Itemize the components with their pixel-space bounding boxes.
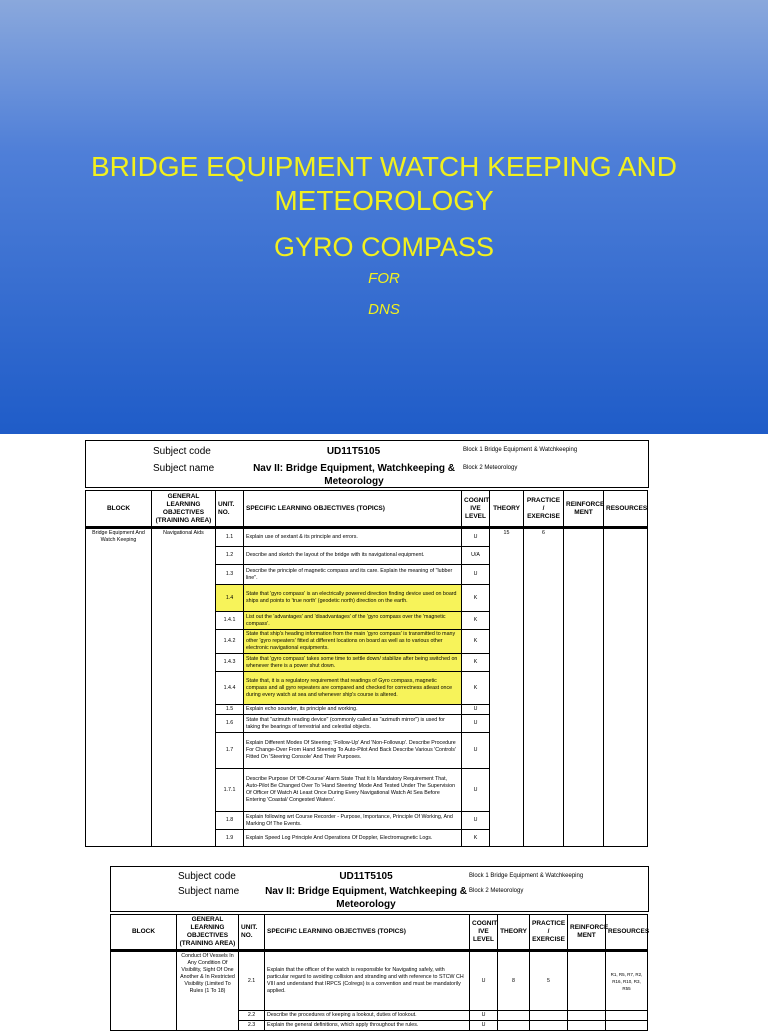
- topic-cell: Explain that the officer of the watch is responsible for Navigating safely, with particular regard to avoiding collision and stranding and with reference to STCW CH VIII and understand that IRPCS (Colregs) is a convention and must be mandatorily applied.: [265, 951, 470, 1011]
- table-row: [111, 951, 648, 1011]
- topic-cell: Explain following wrt Course Recorder - Purpose, Importance, Principle Of Working, And Marking Of The Events.: [244, 812, 462, 830]
- unit-cell: 2.3: [239, 1021, 265, 1031]
- unit-cell: 1.5: [216, 705, 244, 715]
- syllabus-table: [85, 490, 648, 847]
- unit-cell: 1.4.4: [216, 672, 244, 705]
- reinforcement-cell: [568, 951, 606, 1011]
- header-cell: GENERAL LEARNING OBJECTIVES (TRAINING AREA): [177, 915, 239, 951]
- topic-cell: Describe and sketch the layout of the bridge with its navigational equipment.: [244, 547, 462, 565]
- subject-name-label: Subject name: [178, 886, 240, 897]
- area-cell: Navigational Aids: [152, 528, 216, 847]
- table-header-row: [111, 915, 648, 951]
- area-cell: Conduct Of Vessels In Any Condition Of Visibility, Sight Of One Another & In Restricted Visibility (Limited To Rules (1 To 18): [177, 951, 239, 1031]
- header-cell: SPECIFIC LEARNING OBJECTIVES (TOPICS): [244, 491, 462, 528]
- theory-cell: 15: [490, 528, 524, 847]
- level-cell: U: [470, 951, 498, 1011]
- subject-code: UD11T5105: [326, 446, 381, 457]
- level-cell: U: [462, 733, 490, 769]
- level-cell: U: [470, 1011, 498, 1021]
- header-cell: COGNIT IVE LEVEL: [470, 915, 498, 951]
- resources-cell: [604, 528, 648, 847]
- level-cell: K: [462, 654, 490, 672]
- unit-cell: 1.2: [216, 547, 244, 565]
- header-cell: UNIT. NO.: [216, 491, 244, 528]
- header-cell: PRACTICE / EXERCISE: [524, 491, 564, 528]
- unit-cell: 1.8: [216, 812, 244, 830]
- resources-cell: R1, R5, R7, R2, R16, R10, R3, R55: [606, 951, 648, 1011]
- topic-cell: State that "azimuth reading device" (commonly called as "azimuth mirror") is used for taking the bearings of terrestrial and celestial objects.: [244, 715, 462, 733]
- table-header-row: [86, 491, 648, 528]
- reinforcement-cell: [564, 528, 604, 847]
- syllabus-page-2: [110, 862, 652, 1028]
- header-cell: REINFORCE MENT: [568, 915, 606, 951]
- unit-cell: 2.2: [239, 1011, 265, 1021]
- level-cell: K: [462, 830, 490, 847]
- header-cell: BLOCK: [111, 915, 177, 951]
- block-cell: Bridge Equipment And Watch Keeping: [86, 528, 152, 847]
- header-cell: RESOURCES: [604, 491, 648, 528]
- level-cell: U: [462, 769, 490, 812]
- topic-cell: State that 'gyro compass' takes some time to settle down/ stabilize after being switched on whenever there is a power shut down.: [244, 654, 462, 672]
- header-cell: PRACTICE / EXERCISE: [530, 915, 568, 951]
- practice-cell: 5: [530, 951, 568, 1011]
- subject-header: [85, 440, 649, 488]
- syllabus-table: [110, 914, 648, 1031]
- syllabus-page-1: [85, 436, 653, 866]
- header-cell: GENERAL LEARNING OBJECTIVES (TRAINING AREA): [152, 491, 216, 528]
- header-cell: COGNIT IVE LEVEL: [462, 491, 490, 528]
- level-cell: K: [462, 585, 490, 612]
- slide-title: BRIDGE EQUIPMENT WATCH KEEPING AND METEOROLOGY: [90, 151, 677, 216]
- level-cell: U: [462, 705, 490, 715]
- level-cell: U: [462, 715, 490, 733]
- level-cell: K: [462, 630, 490, 654]
- block-1: Block 1 Bridge Equipment & Watchkeeping: [463, 447, 578, 453]
- topic-cell: State that ship's heading information from the main 'gyro compass' is transmitted to many other 'gyro repeaters' fitted at different locations on board as well as to various other electronic navigational equipments.: [244, 630, 462, 654]
- dns-label: DNS: [368, 301, 400, 318]
- for-label: FOR: [368, 270, 400, 287]
- topic-cell: Describe the principle of magnetic compass and its care. Explain the meaning of "lubber line".: [244, 565, 462, 585]
- unit-cell: 1.4.3: [216, 654, 244, 672]
- subject-code-label: Subject code: [178, 871, 236, 882]
- topic-cell: Explain use of sextant & its principle and errors.: [244, 528, 462, 547]
- subject-name: Nav II: Bridge Equipment, Watchkeeping & Meteorology: [265, 886, 467, 910]
- unit-cell: 1.1: [216, 528, 244, 547]
- block-2: Block 2 Meteorology: [469, 888, 524, 894]
- subject-name: Nav II: Bridge Equipment, Watchkeeping & Meteorology: [253, 463, 455, 487]
- topic-cell: Explain the general definitions, which apply throughout the rules.: [265, 1021, 470, 1031]
- unit-cell: 1.7.1: [216, 769, 244, 812]
- topic-cell: List out the 'advantages' and 'disadvantages' of the 'gyro compass over the 'magnetic compass'.: [244, 612, 462, 630]
- block-cell: [111, 951, 177, 1031]
- level-cell: U: [462, 565, 490, 585]
- header-cell: RESOURCES: [606, 915, 648, 951]
- header-cell: REINFORCE MENT: [564, 491, 604, 528]
- theory-cell: 8: [498, 951, 530, 1011]
- topic-cell: Describe Purpose Of 'Off-Course' Alarm State That It Is Mandatory Requirement That, Auto-Pilot Be Changed Over To 'Hand Steering' Mode And Tested Under The Supervision Of Officer Of Watch At Least Once During Every Navigational Watch At Sea Before Entering 'Coastal/ Congested Waters'.: [244, 769, 462, 812]
- unit-cell: 1.4.2: [216, 630, 244, 654]
- subject-code-label: Subject code: [153, 446, 211, 457]
- unit-cell: 1.4: [216, 585, 244, 612]
- subject-code: UD11T5105: [339, 871, 393, 882]
- unit-cell: 1.7: [216, 733, 244, 769]
- slide-background: [0, 0, 768, 434]
- unit-cell: 2.1: [239, 951, 265, 1011]
- topic-cell: State that 'gyro compass' is an electrically powered direction finding device used on board ships and points to 'true north' (geodetic north) direction on the earth.: [244, 585, 462, 612]
- header-cell: THEORY: [490, 491, 524, 528]
- unit-cell: 1.4.1: [216, 612, 244, 630]
- header-cell: SPECIFIC LEARNING OBJECTIVES (TOPICS): [265, 915, 470, 951]
- level-cell: U: [462, 528, 490, 547]
- header-cell: UNIT. NO.: [239, 915, 265, 951]
- level-cell: U: [470, 1021, 498, 1031]
- subject-header: [110, 866, 649, 912]
- unit-cell: 1.3: [216, 565, 244, 585]
- unit-cell: 1.6: [216, 715, 244, 733]
- slide-subtitle: GYRO COMPASS: [273, 232, 495, 262]
- level-cell: U: [462, 812, 490, 830]
- topic-cell: Explain Speed Log Principle And Operations Of Doppler, Electromagnetic Logs.: [244, 830, 462, 847]
- subject-name-label: Subject name: [153, 463, 215, 474]
- level-cell: K: [462, 612, 490, 630]
- level-cell: K: [462, 672, 490, 705]
- practice-cell: 6: [524, 528, 564, 847]
- block-2: Block 2 Meteorology: [463, 465, 518, 471]
- level-cell: U/A: [462, 547, 490, 565]
- unit-cell: 1.9: [216, 830, 244, 847]
- header-cell: THEORY: [498, 915, 530, 951]
- topic-cell: Describe the procedures of keeping a lookout, duties of lookout.: [265, 1011, 470, 1021]
- topic-cell: Explain echo sounder, its principle and working.: [244, 705, 462, 715]
- table-row: [86, 528, 648, 547]
- block-1: Block 1 Bridge Equipment & Watchkeeping: [469, 873, 584, 879]
- topic-cell: Explain Different Modes Of Steering; 'Follow-Up' And 'Non-Followup'. Describe Procedure For Change-Over From Hand Steering To Auto-Pilot And Back Describe Various 'Controls' Fitted On 'Steering Console' And Their Purposes.: [244, 733, 462, 769]
- header-cell: BLOCK: [86, 491, 152, 528]
- topic-cell: State that, it is a regulatory requirement that readings of Gyro compass, magnetic compass and all gyro repeaters are compared and checked for correctness atleast once during every watch at sea and whenever ship's course is altered.: [244, 672, 462, 705]
